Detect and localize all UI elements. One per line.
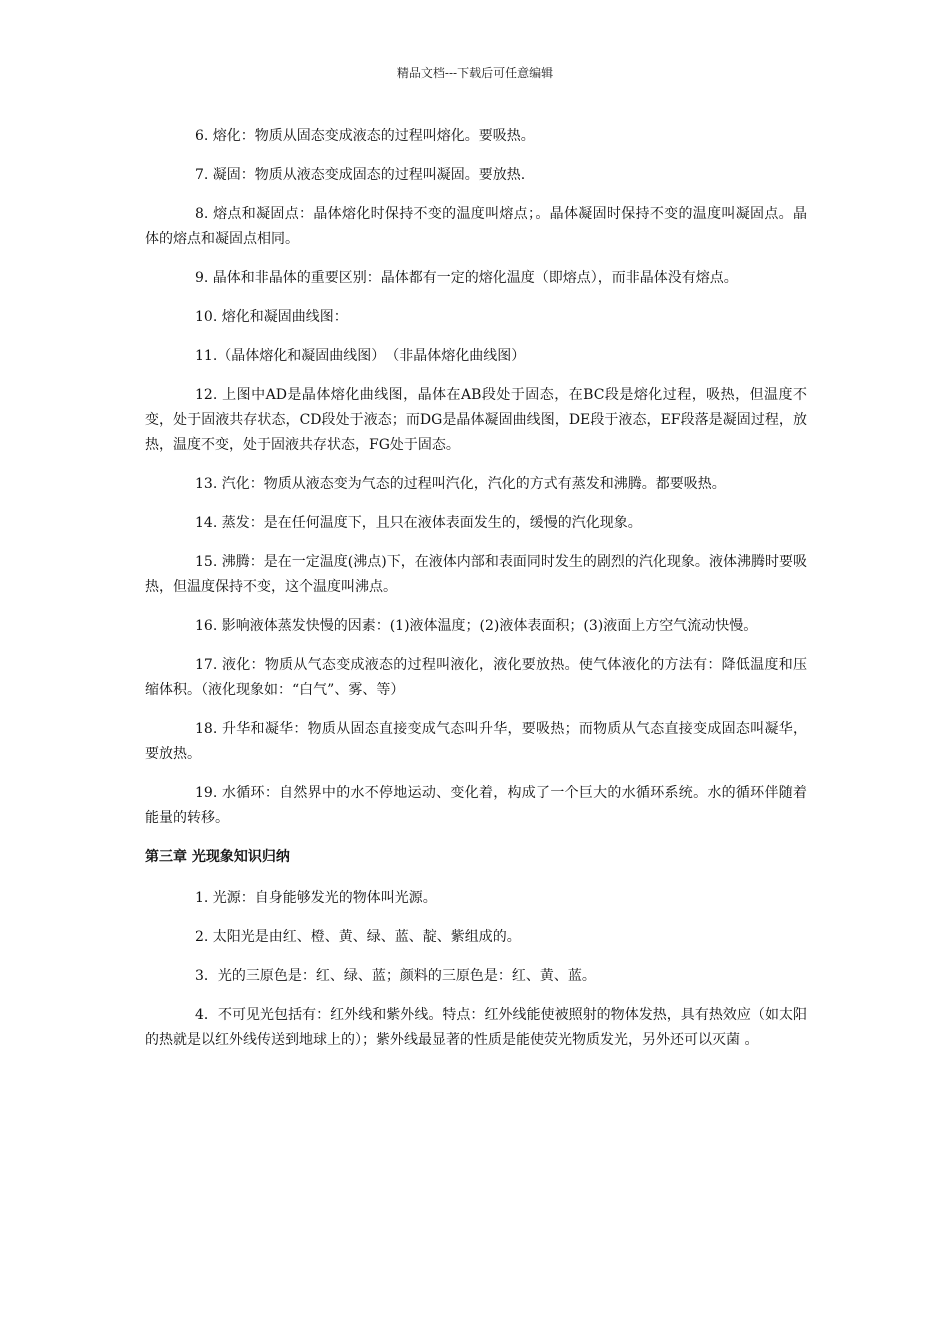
paragraph-17: 17. 液化：物质从气态变成液态的过程叫液化，液化要放热。使气体液化的方法有：降低温度和压缩体积。（液化现象如：“白气”、雾、等） <box>145 657 807 698</box>
paragraph-12: 12. 上图中AD是晶体熔化曲线图，晶体在AB段处于固态，在BC段是熔化过程，吸热，但温度不变，处于固液共存状态，CD段处于液态；而DG是晶体凝固曲线图，DE段于液态，EF段落是凝固过程，放热，温度不变，处于固液共存状态，FG处于固态。 <box>145 387 807 453</box>
chapter-title: 第三章 光现象知识归纳 <box>145 849 290 865</box>
paragraph-18: 18. 升华和凝华：物质从固态直接变成气态叫升华，要吸热；而物质从气态直接变成固态叫凝华，要放热。 <box>145 721 807 762</box>
paragraph-6: 6. 熔化：物质从固态变成液态的过程叫熔化。要吸热。 <box>195 128 535 144</box>
paragraph-16: 16. 影响液体蒸发快慢的因素：(1)液体温度；(2)液体表面积；(3)液面上方空气流动快慢。 <box>195 618 758 634</box>
paragraph-7: 7. 凝固：物质从液态变成固态的过程叫凝固。要放热. <box>195 167 526 183</box>
page-header: 精品文档---下载后可任意编辑 <box>396 66 554 80</box>
document-body <box>145 124 807 1067</box>
light-paragraph-2: 2. 太阳光是由红、橙、黄、绿、蓝、靛、紫组成的。 <box>195 929 521 945</box>
paragraph-8: 8. 熔点和凝固点：晶体熔化时保持不变的温度叫熔点；。晶体凝固时保持不变的温度叫凝固点。晶体的熔点和凝固点相同。 <box>145 206 807 247</box>
paragraph-13: 13. 汽化：物质从液态变为气态的过程叫汽化，汽化的方式有蒸发和沸腾。都要吸热。 <box>195 476 726 492</box>
paragraph-11: 11.（晶体熔化和凝固曲线图） （非晶体熔化曲线图） <box>195 348 526 364</box>
paragraph-15: 15. 沸腾：是在一定温度(沸点)下，在液体内部和表面同时发生的剧烈的汽化现象。液体沸腾时要吸热，但温度保持不变，这个温度叫沸点。 <box>145 554 807 595</box>
paragraph-9: 9. 晶体和非晶体的重要区别：晶体都有一定的熔化温度（即熔点），而非晶体没有熔点。 <box>195 270 738 286</box>
light-paragraph-3: 3．光的三原色是：红、绿、蓝；颜料的三原色是：红、黄、蓝。 <box>195 968 596 984</box>
light-paragraph-4: 4．不可见光包括有：红外线和紫外线。特点：红外线能使被照射的物体发热，具有热效应（如太阳的热就是以红外线传送到地球上的）；紫外线最显著的性质是能使荧光物质发光，另外还可以灭菌 。 <box>145 1007 807 1048</box>
paragraph-10: 10. 熔化和凝固曲线图： <box>195 309 348 325</box>
paragraph-19: 19. 水循环：自然界中的水不停地运动、变化着，构成了一个巨大的水循环系统。水的循环伴随着能量的转移。 <box>145 785 807 826</box>
light-paragraph-1: 1. 光源：自身能够发光的物体叫光源。 <box>195 890 437 906</box>
paragraph-14: 14. 蒸发：是在任何温度下，且只在液体表面发生的，缓慢的汽化现象。 <box>195 515 642 531</box>
